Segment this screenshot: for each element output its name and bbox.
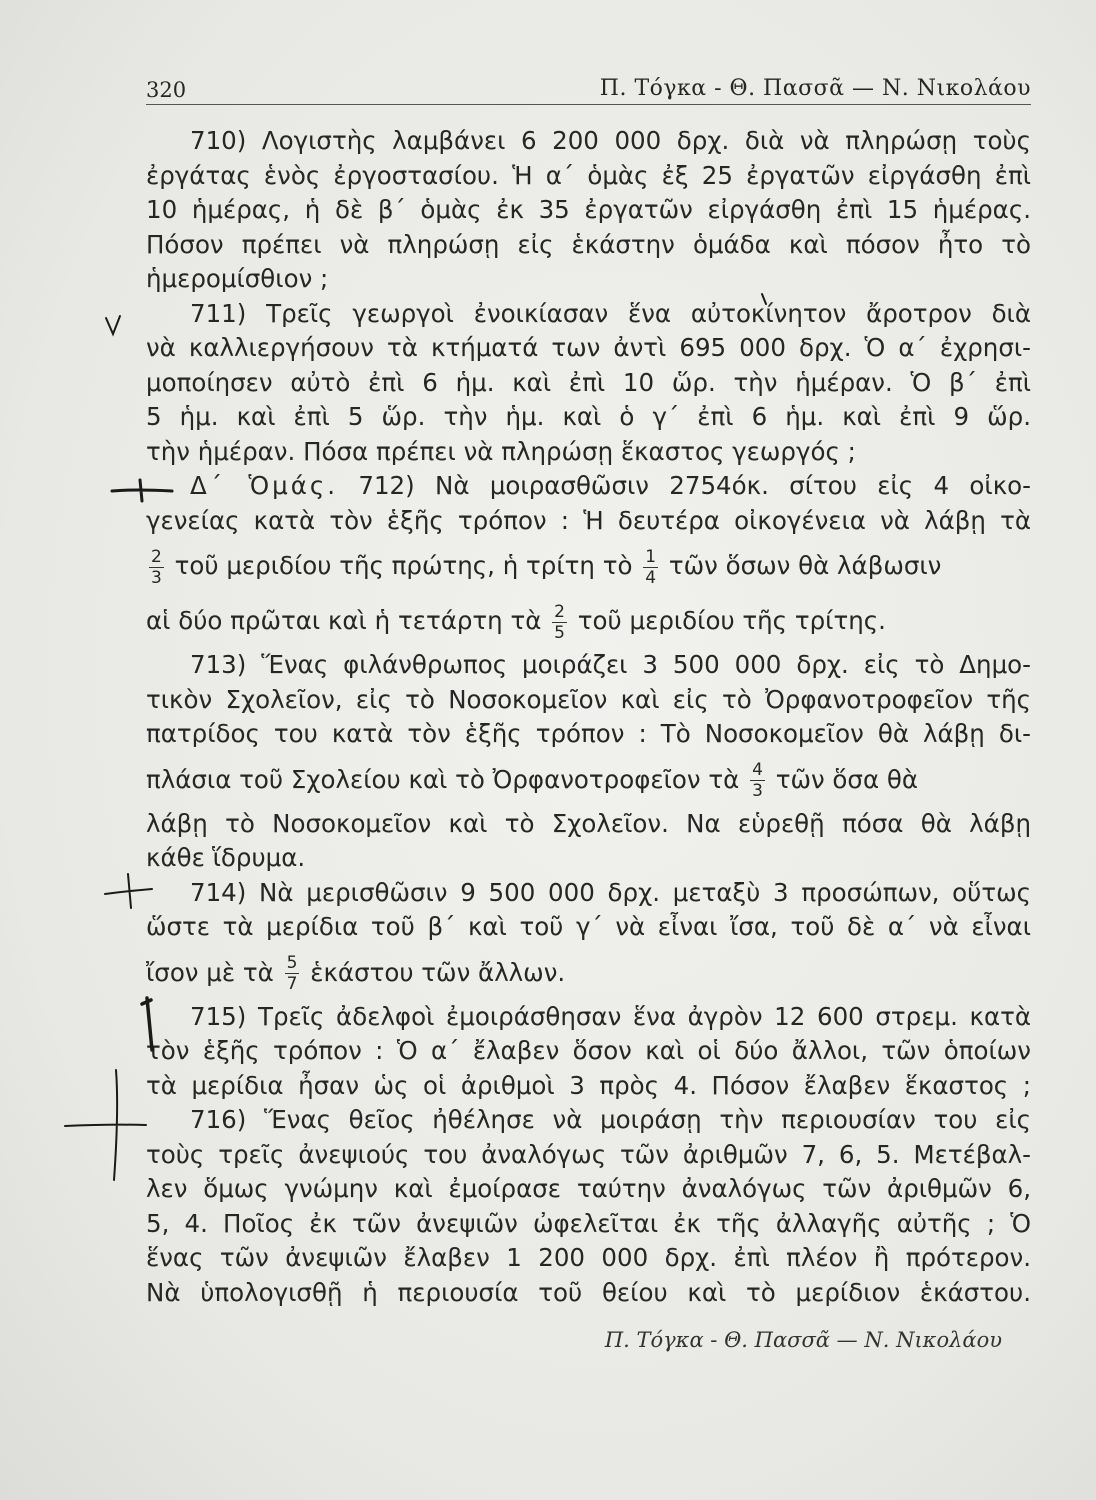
p715-line-3: τὰ μερίδια ἦσαν ὡς οἱ ἀριθμοὶ 3 πρὸς 4. Πόσον ἔλαβεν ἕκαστος ; — [146, 1070, 1031, 1100]
p716-line-6: Νὰ ὑπολογισθῇ ἡ περιουσία τοῦ θείου καὶ τὸ μερίδιον ἑκάστου. — [146, 1277, 1031, 1307]
p710-line-4: Πόσον πρέπει νὰ πληρώσῃ εἰς ἑκάστην ὁμάδα καὶ πόσον ἦτο τὸ — [146, 229, 1031, 259]
p714-line-2: ὥστε τὰ μερίδια τοῦ β΄ καὶ τοῦ γ΄ νὰ εἶναι ἴσα, τοῦ δὲ α΄ νὰ εἶναι — [146, 912, 1031, 941]
p710-line-2: ἐργάτας ἑνὸς ἐργοστασίου. Ἡ α΄ ὁμὰς ἐξ 25 ἐργατῶν εἰργάσθη ἐπὶ — [146, 160, 1031, 190]
p716-line-1: 716) Ἕνας θεῖος ἠθέλησε νὰ μοιράσῃ τὴν περιουσίαν του εἰς — [190, 1105, 1031, 1134]
p712-line-4: αἱ δύο πρῶται καὶ ἡ τετάρτη τὰ $\frac{2}{5}$ τοῦ μεριδίου τῆς τρίτης. — [146, 601, 886, 643]
p710-line-1: 710) Λογιστὴς λαμβάνει 6 200 000 δρχ. διὰ νὰ πληρώσῃ τοὺς — [190, 126, 1031, 155]
p711-line-5: τὴν ἡμέραν. Πόσα πρέπει νὰ πληρώσῃ ἕκαστος γεωργός ; — [146, 436, 856, 466]
p716-line-2: τοὺς τρεῖς ἀνεψιούς του ἀναλόγως τῶν ἀριθμῶν 7, 6, 5. Μετέβαλ- — [146, 1139, 1031, 1169]
fraction-5-7: $\frac{5}{7}$ — [286, 953, 298, 994]
page-number: 320 — [146, 78, 187, 102]
fraction-2-5: $\frac{2}{5}$ — [554, 601, 565, 643]
p713-line-1: 713) Ἕνας φιλάνθρωπος μοιράζει 3 500 000 δρχ. εἰς τὸ Δημο- — [190, 650, 1031, 679]
check-mark-711 — [106, 316, 120, 334]
p711-line-4: 5 ἡμ. καὶ ἐπὶ 5 ὥρ. τὴν ἡμ. καὶ ὁ γ΄ ἐπὶ 6 ἡμ. καὶ ἐπὶ 9 ὥρ. — [146, 402, 1031, 431]
p712-line-1-text: 712) Νὰ μοιρασθῶσιν 2754όκ. σίτου εἰς 4 οἰκο- — [358, 471, 1031, 500]
p716-line-4: 5, 4. Ποῖος ἐκ τῶν ἀνεψιῶν ὠφελεῖται ἐκ τῆς ἀλλαγῆς αὐτῆς ; Ὁ — [146, 1208, 1031, 1238]
cross-mark-714 — [105, 874, 152, 908]
fraction-2-3: $\frac{2}{3}$ — [151, 546, 162, 588]
p713-line-3: πατρίδος του κατὰ τὸν ἑξῆς τρόπον : Τὸ Νοσοκομεῖον θὰ λάβῃ δι- — [146, 719, 1031, 748]
p715-line-1: 715) Τρεῖς ἀδελφοὶ ἐμοιράσθησαν ἕνα ἀγρὸν 12 600 στρεμ. κατὰ — [190, 1001, 1031, 1031]
p712-line-2: γενείας κατὰ τὸν ἑξῆς τρόπον : Ἡ δευτέρα οἰκογένεια νὰ λάβῃ τὰ — [146, 505, 1031, 535]
p715-line-2: τὸν ἑξῆς τρόπον : Ὁ α΄ ἔλαβεν ὅσον καὶ οἱ δύο ἄλλοι, τῶν ὁποίων — [146, 1036, 1031, 1065]
fraction-1-4: $\frac{1}{4}$ — [645, 546, 657, 588]
large-cross-mark-716 — [65, 1070, 146, 1180]
fraction-4-3: $\frac{4}{3}$ — [752, 760, 763, 801]
section-heading: Δ΄ Ὁμάς. — [190, 471, 339, 500]
p713-line-2: τικὸν Σχολεῖον, εἰς τὸ Νοσοκομεῖον καὶ εἰς τὸ Ὀρφανοτροφεῖον τῆς — [146, 684, 1031, 714]
p712-line-3: $\frac{2}{3}$ τοῦ μεριδίου τῆς πρώτης, ἡ τρίτη τὸ $\frac{1}{4}$ τῶν ὅσων θὰ λάβωσιν — [151, 546, 942, 588]
p712-line-1 — [146, 469, 1031, 504]
p711-line-2: νὰ καλλιεργήσουν τὰ κτήματά των ἀντὶ 695 000 δρχ. Ὁ α΄ ἐχρησι- — [146, 333, 1031, 362]
p714-line-3: ἴσον μὲ τὰ $\frac{5}{7}$ ἑκάστου τῶν ἄλλων. — [146, 953, 566, 994]
p710-line-5: ἡμερομίσθιον ; — [146, 264, 329, 293]
p716-line-5: ἕνας τῶν ἀνεψιῶν ἔλαβεν 1 200 000 δρχ. ἐπὶ πλέον ἢ πρότερον. — [146, 1243, 1031, 1272]
p710-line-3: 10 ἡμέρας, ἡ δὲ β΄ ὁμὰς ἐκ 35 ἐργατῶν εἰργάσθη ἐπὶ 15 ἡμέρας. — [146, 195, 1031, 224]
p713-line-5: λάβῃ τὸ Νοσοκομεῖον καὶ τὸ Σχολεῖον. Να εὑρεθῇ πόσα θὰ λάβῃ — [146, 808, 1031, 838]
running-head: Π. Τόγκα - Θ. Πασσᾶ — Ν. Νικολάου — [599, 76, 1031, 101]
p713-line-6: κάθε ἵδρυμα. — [146, 843, 306, 872]
page-body — [146, 124, 1031, 1310]
p713-line-4: πλάσια τοῦ Σχολείου καὶ τὸ Ὀρφανοτροφεῖον τὰ $\frac{4}{3}$ τῶν ὅσα θὰ — [146, 760, 919, 801]
p711-line-1: 711) Τρεῖς γεωργοὶ ἐνοικίασαν ἕνα αὐτοκίνητον ἄροτρον διὰ — [190, 298, 1031, 328]
p714-line-1: 714) Νὰ μερισθῶσιν 9 500 000 δρχ. μεταξὺ 3 προσώπων, οὕτως — [190, 877, 1031, 907]
footer-stamp: Π. Τόγκα - Θ. Πασσᾶ — Ν. Νικολάου — [604, 1328, 1002, 1352]
page-header — [146, 70, 1031, 105]
p716-line-3: λεν ὅμως γνώμην καὶ ἐμοίρασε ταύτην ἀναλόγως τῶν ἀριθμῶν 6, — [146, 1174, 1031, 1203]
p711-line-3: μοποίησεν αὐτὸ ἐπὶ 6 ἡμ. καὶ ἐπὶ 10 ὥρ. τὴν ἡμέραν. Ὁ β΄ ἐπὶ — [146, 367, 1031, 397]
